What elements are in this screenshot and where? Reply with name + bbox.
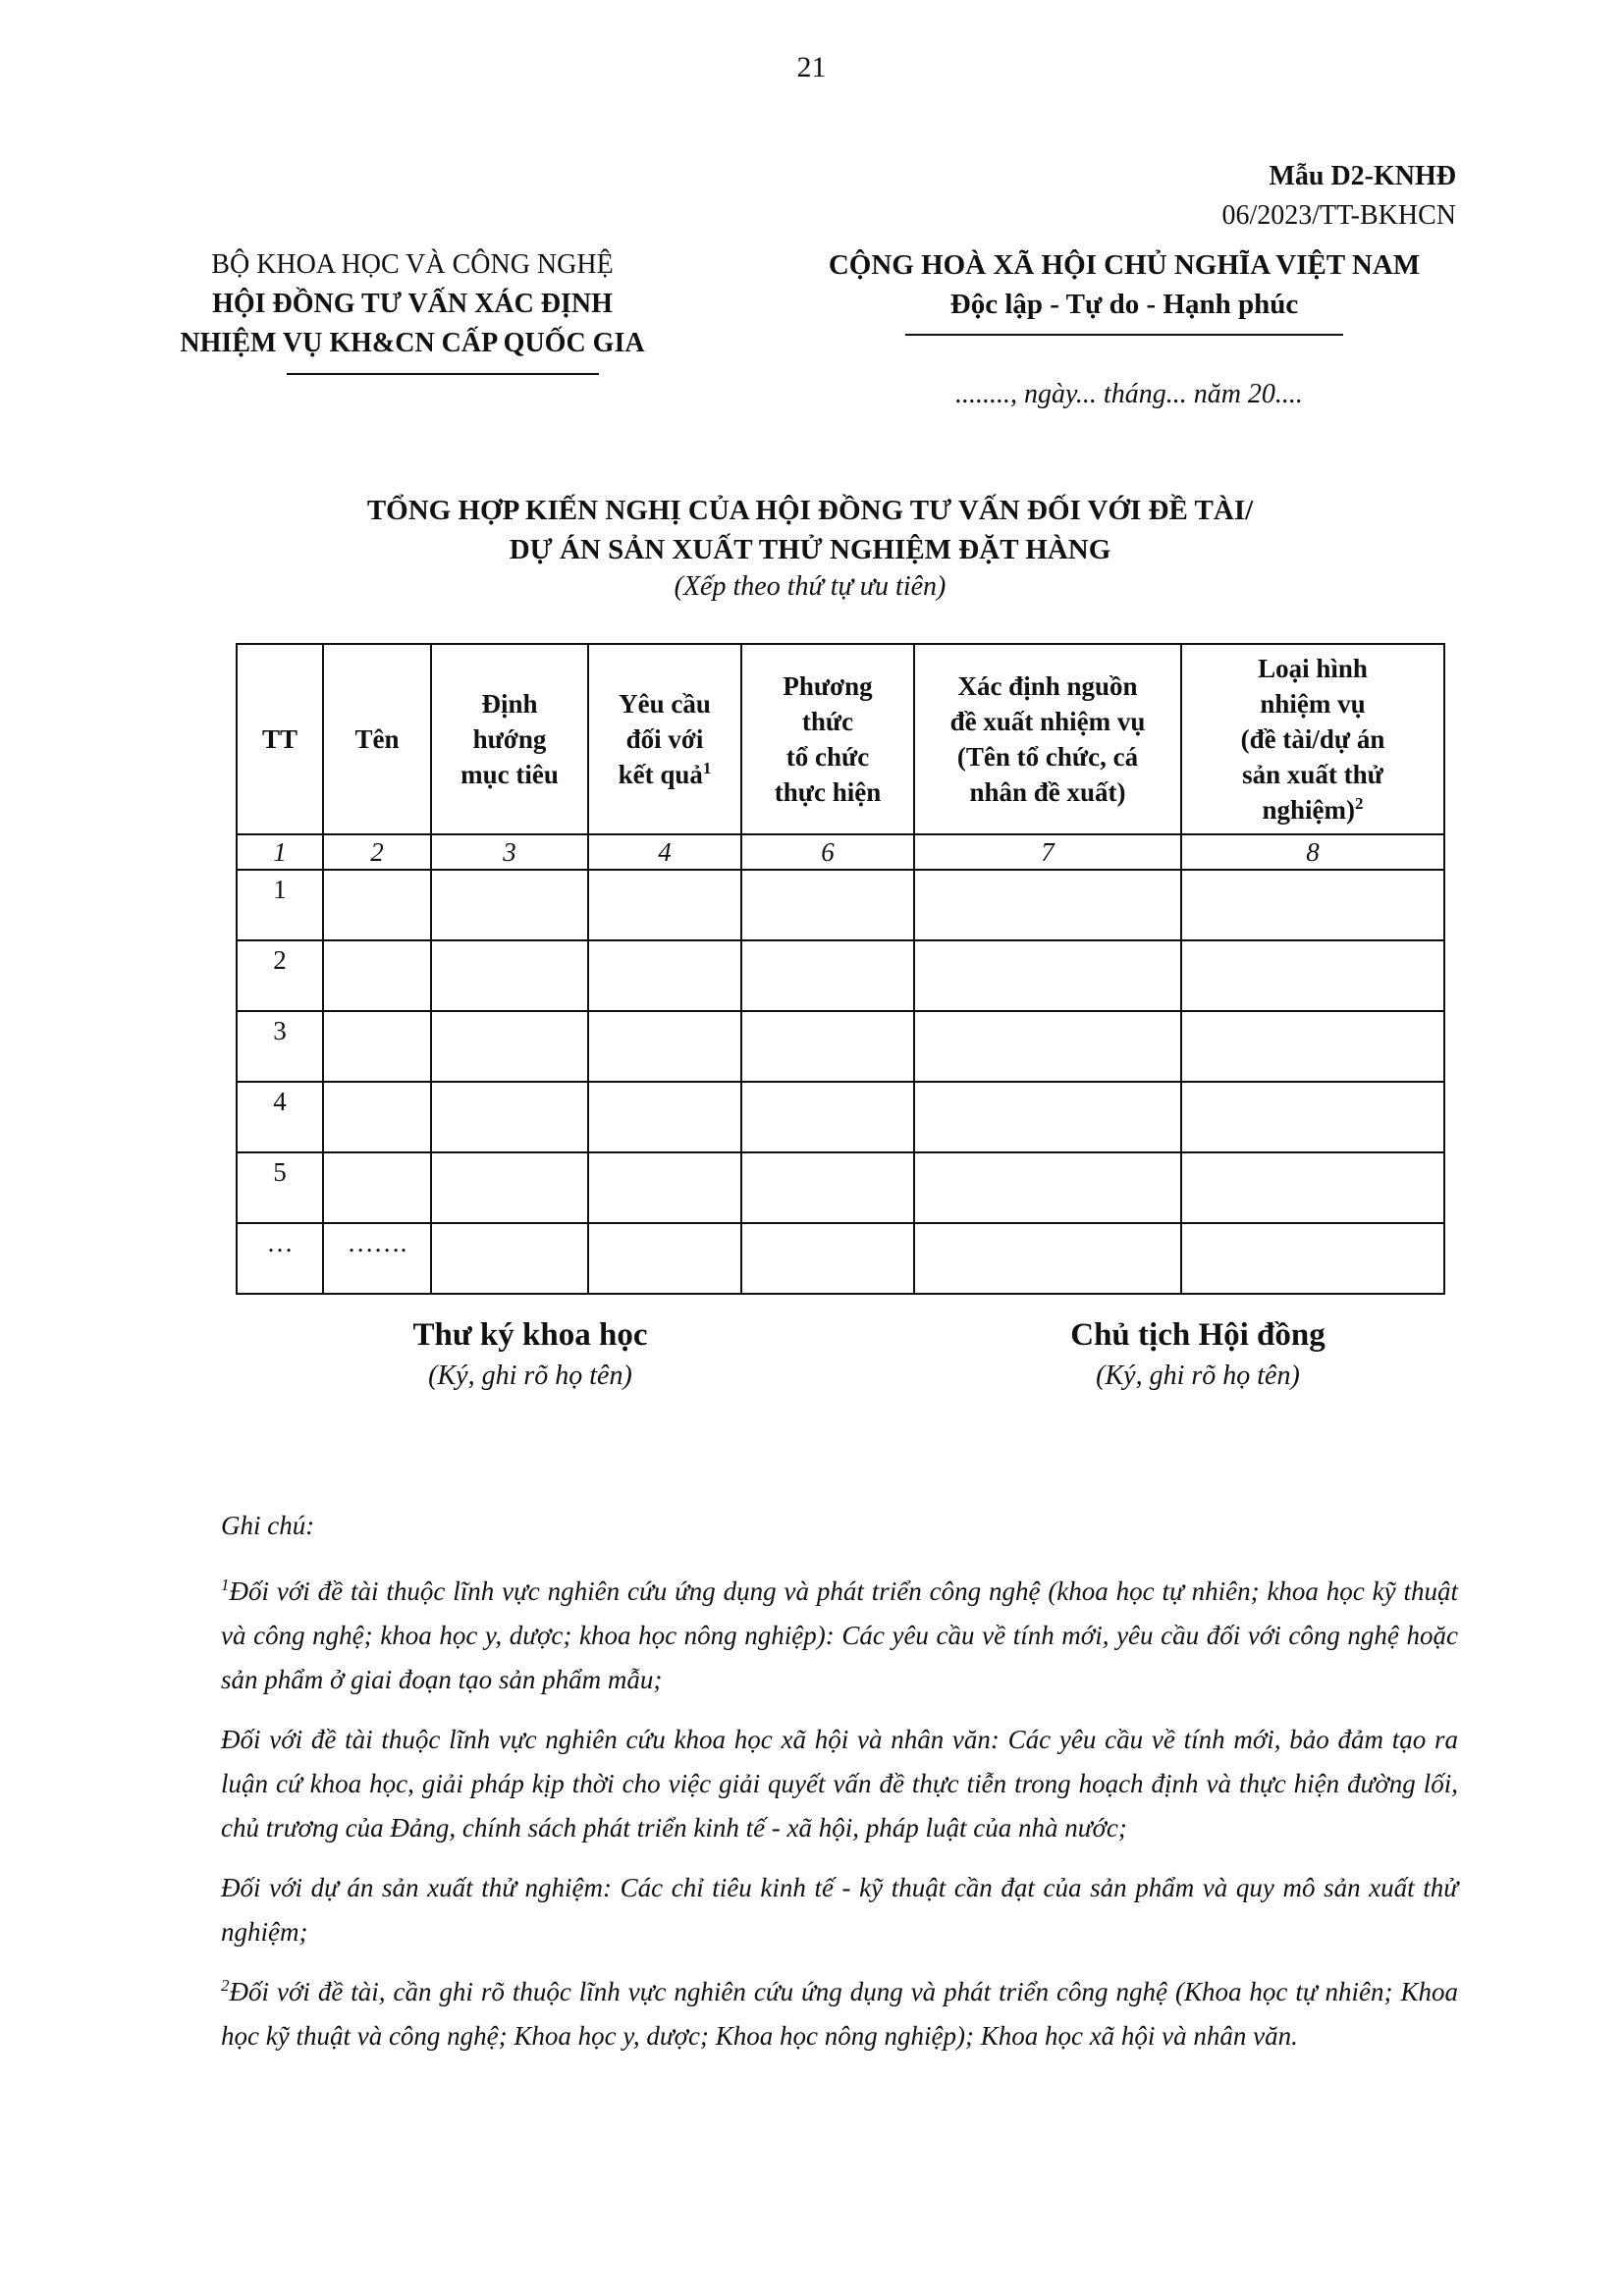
header-ten: Tên bbox=[323, 644, 431, 834]
column-number: 2 bbox=[323, 834, 431, 870]
row-name-cell bbox=[323, 1082, 431, 1152]
column-number: 1 bbox=[237, 834, 323, 870]
empty-cell bbox=[431, 1011, 588, 1082]
row-name-cell bbox=[323, 940, 431, 1011]
table-row bbox=[237, 1011, 1444, 1082]
note-pilot-project: Đối với dự án sản xuất thử nghiệm: Các chỉ tiêu kinh tế - kỹ thuật cần đạt của sản phẩm và quy mô sản xuất thử nghiệm; bbox=[221, 1873, 1458, 1947]
header-yeu-cau: Yêu cầu đối với kết quả$^1$ bbox=[588, 644, 741, 834]
form-code bbox=[1221, 157, 1456, 236]
column-number: 7 bbox=[914, 834, 1181, 870]
empty-cell bbox=[914, 940, 1181, 1011]
empty-cell bbox=[741, 940, 914, 1011]
row-name-cell bbox=[323, 1152, 431, 1223]
empty-cell bbox=[431, 870, 588, 940]
table-row bbox=[237, 1152, 1444, 1223]
empty-cell bbox=[431, 1082, 588, 1152]
row-name-cell bbox=[323, 870, 431, 940]
column-number: 3 bbox=[431, 834, 588, 870]
document-subtitle: (Xếp theo thứ tự ưu tiên) bbox=[674, 571, 947, 602]
table-row bbox=[237, 940, 1444, 1011]
empty-cell bbox=[1181, 1082, 1444, 1152]
secretary-sign-note: (Ký, ghi rõ họ tên) bbox=[428, 1361, 632, 1391]
empty-cell bbox=[588, 1082, 741, 1152]
column-number: 4 bbox=[588, 834, 741, 870]
column-number: 8 bbox=[1181, 834, 1444, 870]
empty-cell bbox=[1181, 870, 1444, 940]
header-loai-hinh: Loại hình nhiệm vụ (đề tài/dự án sản xuất thử nghiệm)$^2$ bbox=[1181, 644, 1444, 834]
note-2: $^2$Đối với đề tài, cần ghi rõ thuộc lĩnh vực nghiên cứu ứng dụng và phát triển công nghệ (Khoa học tự nhiên; Khoa học kỹ thuật và công nghệ; Khoa học y, dược; Khoa học nông nghiệp); Khoa học xã hội và nhân văn. bbox=[221, 1976, 1458, 2051]
empty-cell bbox=[914, 1223, 1181, 1294]
motto: Độc lập - Tự do - Hạnh phúc bbox=[949, 289, 1299, 320]
empty-cell bbox=[588, 1152, 741, 1223]
empty-cell bbox=[914, 1011, 1181, 1082]
chairman-title: Chủ tịch Hội đồng bbox=[1070, 1317, 1325, 1353]
row-number: … bbox=[237, 1223, 323, 1294]
empty-cell bbox=[914, 1082, 1181, 1152]
form-code-circular: 06/2023/TT-BKHCN bbox=[1221, 200, 1456, 231]
note-1: $^1$Đối với đề tài thuộc lĩnh vực nghiên cứu ứng dụng và phát triển công nghệ (khoa học tự nhiên; khoa học kỹ thuật và công nghệ; khoa học y, dược; khoa học nông nghiệp): Các yêu cầu về tính mới, yêu cầu đối với công nghệ hoặc sản phẩm ở giai đoạn tạo sản phẩm mẫu; bbox=[221, 1575, 1458, 1694]
motto-underline bbox=[905, 334, 1343, 336]
row-name-cell bbox=[323, 1011, 431, 1082]
row-number: 2 bbox=[237, 940, 323, 1011]
row-number: 1 bbox=[237, 870, 323, 940]
empty-cell bbox=[588, 1011, 741, 1082]
national-motto bbox=[766, 245, 1483, 324]
title-line1: TỔNG HỢP KIẾN NGHỊ CỦA HỘI ĐỒNG TƯ VẤN ĐỐI VỚI ĐỀ TÀI/ bbox=[366, 495, 1254, 526]
footnote-mark-1: 1 bbox=[221, 1575, 230, 1594]
title-line2: DỰ ÁN SẢN XUẤT THỬ NGHIỆM ĐẶT HÀNG bbox=[509, 534, 1111, 565]
council-name-line2: NHIỆM VỤ KH&CN CẤP QUỐC GIA bbox=[180, 328, 645, 358]
empty-cell bbox=[741, 1082, 914, 1152]
footnote-ref-2: 2 bbox=[1355, 794, 1364, 813]
table-header-row bbox=[237, 644, 1444, 834]
empty-cell bbox=[588, 1223, 741, 1294]
table-row bbox=[237, 1082, 1444, 1152]
column-number-row bbox=[237, 834, 1444, 870]
empty-cell bbox=[1181, 1152, 1444, 1223]
date-line: ........, ngày... tháng... năm 20.... bbox=[955, 379, 1303, 409]
empty-cell bbox=[1181, 1223, 1444, 1294]
row-number: 5 bbox=[237, 1152, 323, 1223]
secretary-title: Thư ký khoa học bbox=[412, 1317, 648, 1353]
recommendation-table bbox=[236, 643, 1445, 1295]
note-social-sciences: Đối với đề tài thuộc lĩnh vực nghiên cứu khoa học xã hội và nhân văn: Các yêu cầu về tính mới, bảo đảm tạo ra luận cứ khoa học, giải pháp kịp thời cho việc giải quyết vấn đề thực tiễn trong hoạch định và thực hiện đường lối, chủ trương của Đảng, chính sách phát triển kinh tế - xã hội, pháp luật của nhà nước; bbox=[221, 1725, 1458, 1842]
secretary-signature-block bbox=[334, 1313, 727, 1396]
empty-cell bbox=[1181, 940, 1444, 1011]
header-phuong-thuc: Phương thức tổ chức thực hiện bbox=[741, 644, 914, 834]
notes-heading: Ghi chú: bbox=[221, 1511, 315, 1540]
empty-cell bbox=[431, 1152, 588, 1223]
agency-underline bbox=[287, 373, 599, 375]
row-name-cell: ……. bbox=[323, 1223, 431, 1294]
form-code-name: Mẫu D2-KNHĐ bbox=[1269, 161, 1456, 191]
table-row bbox=[237, 1223, 1444, 1294]
row-number: 3 bbox=[237, 1011, 323, 1082]
empty-cell bbox=[588, 940, 741, 1011]
empty-cell bbox=[741, 1011, 914, 1082]
empty-cell bbox=[741, 1152, 914, 1223]
empty-cell bbox=[914, 1152, 1181, 1223]
empty-cell bbox=[588, 870, 741, 940]
country-name: CỘNG HOÀ XÃ HỘI CHỦ NGHĨA VIỆT NAM bbox=[828, 249, 1421, 281]
council-name-line1: HỘI ĐỒNG TƯ VẤN XÁC ĐỊNH bbox=[212, 289, 613, 319]
page-number: 21 bbox=[796, 51, 827, 83]
notes-section bbox=[221, 1504, 1458, 2074]
header-xac-dinh-nguon: Xác định nguồn đề xuất nhiệm vụ (Tên tổ chức, cá nhân đề xuất) bbox=[914, 644, 1181, 834]
empty-cell bbox=[741, 1223, 914, 1294]
column-number: 6 bbox=[741, 834, 914, 870]
document-title bbox=[147, 491, 1473, 569]
chairman-sign-note: (Ký, ghi rõ họ tên) bbox=[1096, 1361, 1300, 1391]
header-tt: TT bbox=[237, 644, 323, 834]
row-number: 4 bbox=[237, 1082, 323, 1152]
ministry-name: BỘ KHOA HỌC VÀ CÔNG NGHỆ bbox=[211, 249, 614, 280]
empty-cell bbox=[1181, 1011, 1444, 1082]
empty-cell bbox=[741, 870, 914, 940]
header-dinh-huong: Định hướng mục tiêu bbox=[431, 644, 588, 834]
footnote-ref-1: 1 bbox=[702, 759, 712, 777]
empty-cell bbox=[431, 1223, 588, 1294]
issuing-agency bbox=[147, 245, 677, 363]
table-row bbox=[237, 870, 1444, 940]
empty-cell bbox=[431, 940, 588, 1011]
footnote-mark-2: 2 bbox=[221, 1976, 230, 1995]
empty-cell bbox=[914, 870, 1181, 940]
chairman-signature-block bbox=[992, 1313, 1404, 1396]
